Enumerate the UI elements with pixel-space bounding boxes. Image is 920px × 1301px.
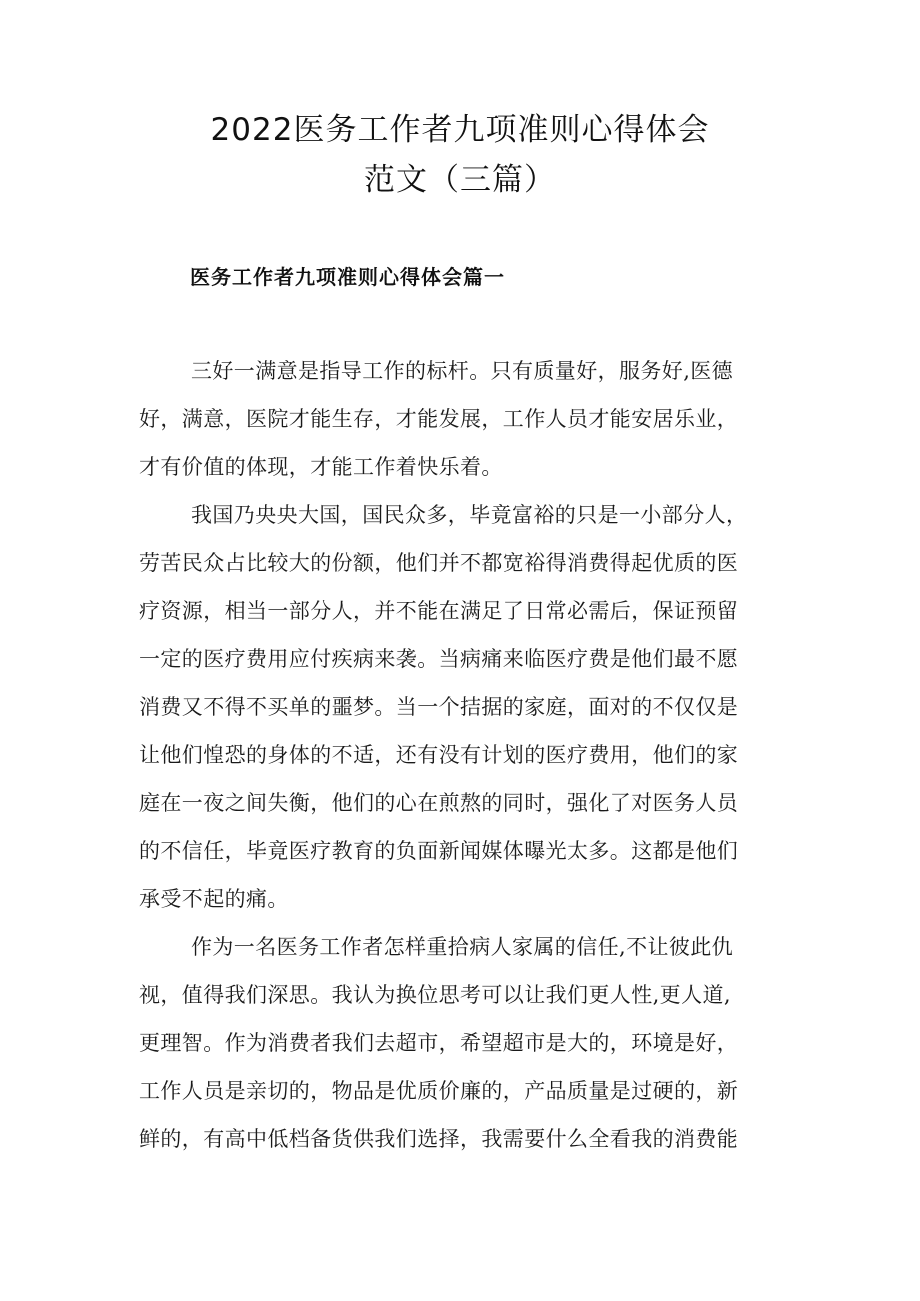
paragraph-line: 劳苦民众占比较大的份额，他们并不都宽裕得消费得起优质的医 — [139, 551, 739, 575]
paragraph-line: 的不信任，毕竟医疗教育的负面新闻媒体曝光太多。这都是他们 — [139, 839, 739, 863]
document-title-line-1: 2022医务工作者九项准则心得体会 — [210, 112, 710, 148]
paragraph-line: 消费又不得不买单的噩梦。当一个拮据的家庭，面对的不仅仅是 — [139, 695, 739, 719]
paragraph-line: 我国乃央央大国，国民众多，毕竟富裕的只是一小部分人， — [191, 503, 748, 527]
paragraph-line: 三好一满意是指导工作的标杆。只有质量好，服务好,医德 — [191, 359, 734, 383]
paragraph-line: 作为一名医务工作者怎样重拾病人家属的信任,不让彼此仇 — [191, 935, 734, 959]
section-heading: 医务工作者九项准则心得体会篇一 — [190, 265, 505, 289]
paragraph-line: 更理智。作为消费者我们去超市，希望超市是大的，环境是好， — [139, 1031, 739, 1055]
paragraph-3 — [139, 923, 799, 1163]
paragraph-line: 疗资源，相当一部分人，并不能在满足了日常必需后，保证预留 — [139, 599, 739, 623]
paragraph-line: 庭在一夜之间失衡，他们的心在煎熬的同时，强化了对医务人员 — [139, 791, 739, 815]
paragraph-line: 承受不起的痛。 — [139, 887, 289, 911]
paragraph-line: 一定的医疗费用应付疾病来袭。当病痛来临医疗费是他们最不愿 — [139, 647, 739, 671]
paragraph-line: 工作人员是亲切的，物品是优质价廉的，产品质量是过硬的，新 — [139, 1079, 739, 1103]
paragraph-line: 让他们惶恐的身体的不适，还有没有计划的医疗费用，他们的家 — [139, 743, 739, 767]
paragraph-line: 鲜的，有高中低档备货供我们选择，我需要什么全看我的消费能 — [139, 1127, 739, 1151]
paragraph-line: 才有价值的体现，才能工作着快乐着。 — [139, 455, 503, 479]
paragraph-line: 好，满意，医院才能生存，才能发展，工作人员才能安居乐业， — [139, 407, 739, 431]
paragraph-line: 视，值得我们深思。我认为换位思考可以让我们更人性,更人道, — [139, 983, 731, 1007]
paragraph-2 — [139, 491, 799, 923]
document-title-line-2: 范文（三篇） — [364, 162, 556, 198]
paragraph-1 — [139, 347, 799, 491]
